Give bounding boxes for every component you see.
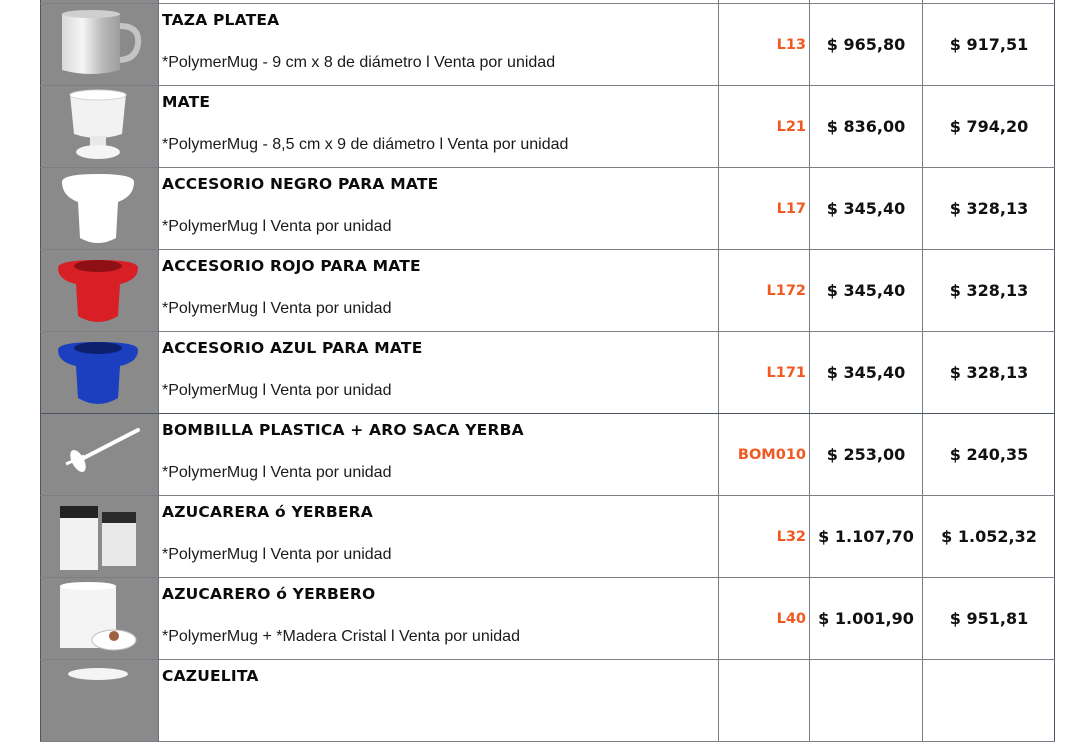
table-row [40, 3, 1055, 86]
price-wholesale: $ 917,51 [949, 35, 1029, 54]
product-code: L17 [776, 200, 806, 217]
product-description: *PolymerMug l Venta por unidad [162, 546, 392, 563]
table-row [40, 495, 1055, 578]
product-name: MATE [162, 93, 211, 111]
product-description: *PolymerMug - 9 cm x 8 de diámetro l Venta por unidad [162, 54, 556, 71]
product-description: *PolymerMug l Venta por unidad [162, 300, 392, 317]
product-description: *PolymerMug l Venta por unidad [162, 382, 392, 399]
table-row [40, 167, 1055, 250]
white-mate-icon [40, 86, 159, 167]
price-retail: $ 345,40 [826, 363, 906, 382]
product-code: L13 [776, 36, 806, 53]
price-wholesale: $ 240,35 [949, 445, 1029, 464]
product-name: ACCESORIO ROJO PARA MATE [162, 257, 421, 275]
silver-mug-icon [40, 4, 159, 85]
product-description: *PolymerMug l Venta por unidad [162, 464, 392, 481]
blue-insert-icon [40, 332, 159, 413]
product-code: L172 [766, 282, 806, 299]
canister-lid-icon [40, 578, 159, 659]
price-retail: $ 965,80 [826, 35, 906, 54]
price-retail: $ 1.001,90 [818, 609, 914, 628]
product-name: AZUCARERO ó YERBERO [162, 585, 376, 603]
product-name: ACCESORIO AZUL PARA MATE [162, 339, 423, 357]
product-name: AZUCARERA ó YERBERA [162, 503, 373, 521]
price-wholesale: $ 328,13 [949, 281, 1029, 300]
bowl-icon [40, 660, 159, 741]
white-insert-icon [40, 168, 159, 249]
table-row [40, 659, 1055, 742]
table-row [40, 331, 1055, 414]
price-retail: $ 253,00 [826, 445, 906, 464]
product-code: BOM010 [737, 446, 806, 463]
product-name: CAZUELITA [162, 667, 259, 685]
price-wholesale: $ 328,13 [949, 363, 1029, 382]
product-description: *PolymerMug + *Madera Cristal l Venta por unidad [162, 628, 520, 645]
product-description: *PolymerMug l Venta por unidad [162, 218, 392, 235]
product-code: L171 [766, 364, 806, 381]
straw-icon [40, 414, 159, 495]
product-code: L21 [776, 118, 806, 135]
product-code: L40 [776, 610, 806, 627]
table-row [40, 249, 1055, 332]
price-wholesale: $ 1.052,32 [941, 527, 1037, 546]
canisters-icon [40, 496, 159, 577]
price-wholesale: $ 794,20 [949, 117, 1029, 136]
product-name: TAZA PLATEA [162, 11, 280, 29]
price-retail: $ 836,00 [826, 117, 906, 136]
product-name: BOMBILLA PLASTICA + ARO SACA YERBA [162, 421, 524, 439]
price-wholesale: $ 951,81 [949, 609, 1029, 628]
price-retail: $ 345,40 [826, 281, 906, 300]
product-description: *PolymerMug - 8,5 cm x 9 de diámetro l Venta por unidad [162, 136, 569, 153]
red-insert-icon [40, 250, 159, 331]
table-row [40, 577, 1055, 660]
price-wholesale: $ 328,13 [949, 199, 1029, 218]
price-retail: $ 345,40 [826, 199, 906, 218]
table-row [40, 85, 1055, 168]
price-retail: $ 1.107,70 [818, 527, 914, 546]
table-row [40, 413, 1055, 496]
product-code: L32 [776, 528, 806, 545]
product-name: ACCESORIO NEGRO PARA MATE [162, 175, 439, 193]
price-list-table [40, 0, 1055, 742]
